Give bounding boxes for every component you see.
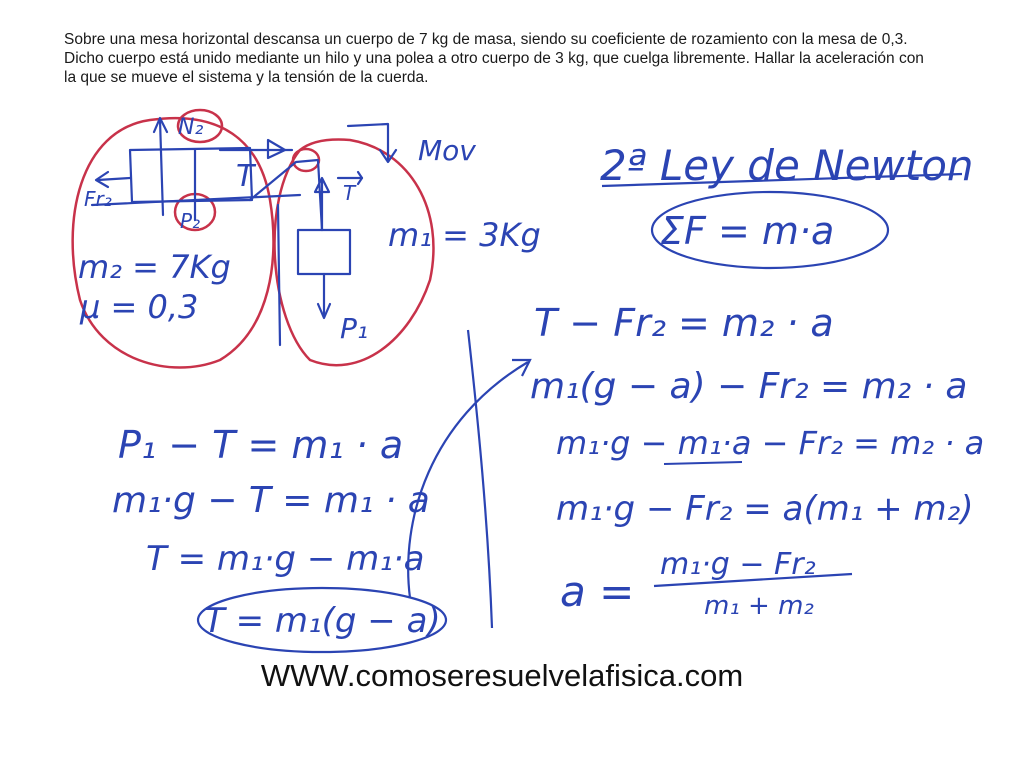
final-numerator: m₁·g − Fr₂	[660, 547, 816, 582]
left-eq-3: T = m₁·g − m₁·a	[146, 539, 425, 579]
block-m1	[298, 230, 350, 274]
right-eq-1: T − Fr₂ = m₂ · a	[534, 301, 834, 345]
label-n2: N₂	[178, 115, 204, 140]
label-t-left: T	[236, 159, 255, 194]
given-mu: μ = 0,3	[80, 288, 199, 326]
problem-statement: Sobre una mesa horizontal descansa un cuerpo de 7 kg de masa, siendo su coeficiente de rozamiento con la mesa de 0,3. Dicho cuerpo está unido mediante un hilo y una polea a otro cuerpo de 3 kg, que cuelga libremente. Hallar la aceleración con la que se mueve el sistema y la tensión de la cuerda.	[64, 31, 924, 86]
separator-line	[468, 330, 492, 628]
law-title: 2ª Ley de Newton	[600, 141, 974, 190]
label-mov: Mov	[418, 134, 476, 167]
substitution-arrow	[408, 362, 528, 598]
label-p2: P₂	[180, 209, 201, 233]
law-formula: ΣF = m·a	[660, 209, 835, 253]
right-equations	[530, 301, 984, 529]
final-lhs: a =	[560, 567, 635, 616]
given-m2: m₂ = 7Kg	[78, 248, 231, 286]
left-eq-1: P₁ − T = m₁ · a	[118, 423, 404, 467]
right-eq-4: m₁·g − Fr₂ = a(m₁ + m₂)	[556, 489, 974, 529]
underline-m1a	[664, 462, 742, 464]
label-p1: P₁	[340, 312, 369, 345]
given-m1: m₁ = 3Kg	[388, 216, 541, 254]
left-equations	[112, 423, 441, 641]
table-leg	[278, 205, 280, 345]
website-url: WWW.comoseresuelvelafisica.com	[260, 658, 744, 693]
newton-law	[600, 141, 974, 268]
final-denominator: m₁ + m₂	[704, 591, 814, 621]
right-eq-3: m₁·g − m₁·a − Fr₂ = m₂ · a	[556, 424, 985, 462]
given-values	[78, 216, 541, 326]
label-t-right: T	[343, 181, 356, 205]
fr2-arrow	[98, 178, 130, 180]
label-fr2: Fr₂	[84, 187, 112, 211]
left-eq-2: m₁·g − T = m₁ · a	[112, 480, 430, 521]
right-eq-2: m₁(g − a) − Fr₂ = m₂ · a	[530, 366, 968, 407]
red-highlight-circles	[73, 110, 434, 368]
left-eq-4: T = m₁(g − a)	[204, 601, 441, 641]
left-body-circle	[73, 118, 274, 367]
